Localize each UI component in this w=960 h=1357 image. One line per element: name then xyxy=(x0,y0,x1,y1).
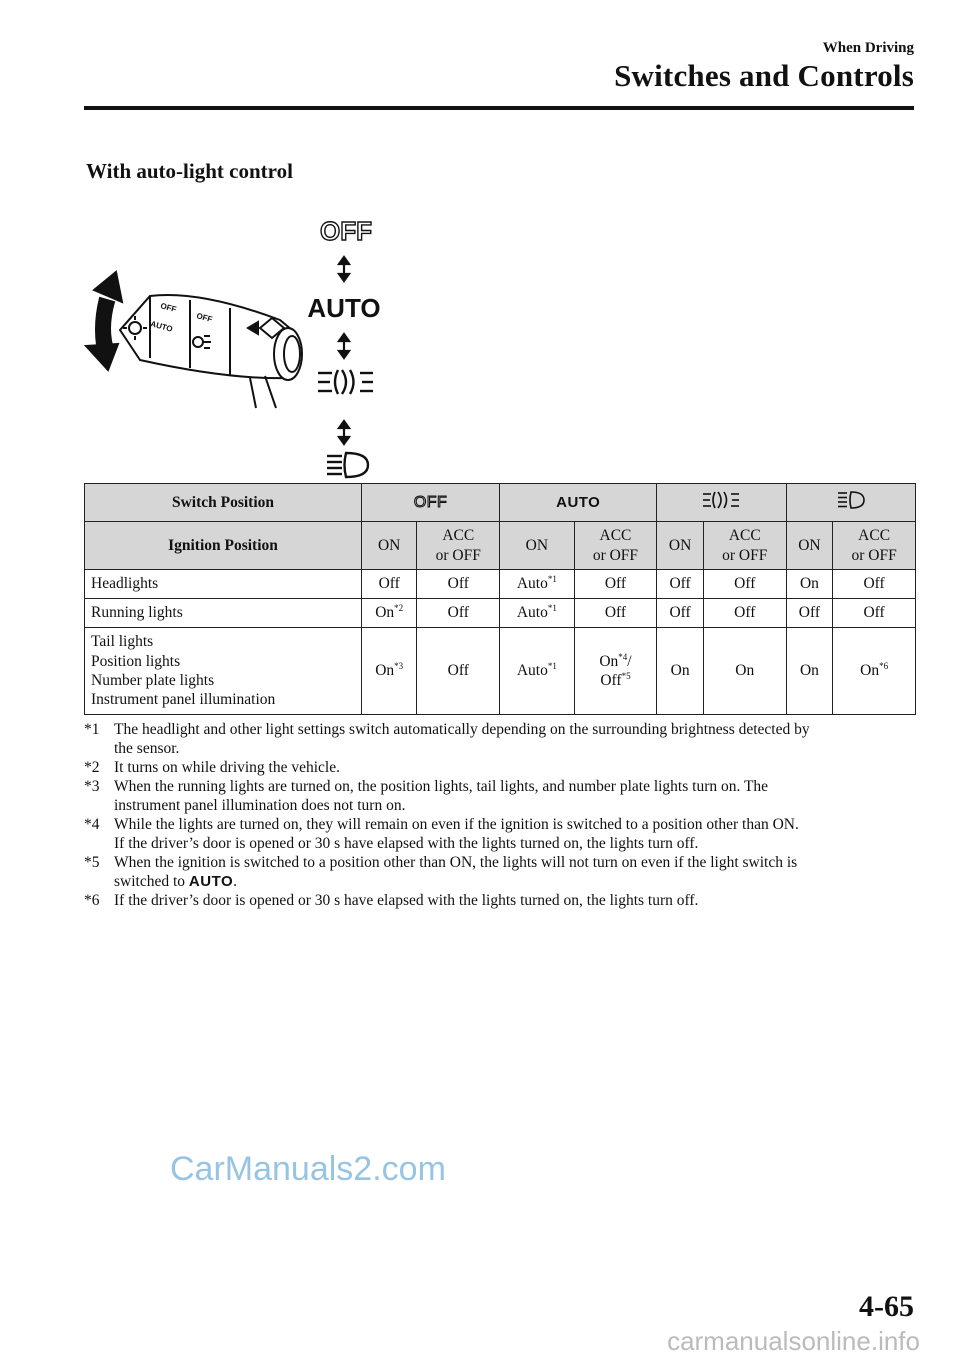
table-cell: Off xyxy=(833,599,916,628)
ignition-position-row xyxy=(85,522,916,570)
switch-off-cell xyxy=(362,484,500,522)
table-cell: Off xyxy=(362,570,417,599)
off-symbol-icon: OFF xyxy=(413,493,448,511)
ignition-position-header: Ignition Position xyxy=(85,522,362,570)
switch-parking-cell xyxy=(657,484,786,522)
table-cell: On xyxy=(657,628,704,715)
sub-heading: With auto-light control xyxy=(86,159,293,183)
table-cell: Off xyxy=(657,599,704,628)
light-status-table xyxy=(84,483,916,715)
auto-symbol-icon: AUTO xyxy=(188,873,234,890)
table-cell: On xyxy=(786,570,833,599)
header-section: When Driving xyxy=(822,40,914,56)
table-cell: On$^{*2}$ xyxy=(362,599,417,628)
site-watermark: carmanualsonline.info xyxy=(667,1326,920,1356)
table-cell: On$^{*4}$/ Off$^{*5}$ xyxy=(574,628,657,715)
stalk-off-label: OFF xyxy=(159,301,178,315)
auto-symbol-icon: AUTO xyxy=(556,493,601,511)
row-label: Headlights xyxy=(85,570,362,599)
headlights-icon xyxy=(327,453,368,477)
switch-stalk-drawing xyxy=(86,272,302,408)
headlights-icon xyxy=(836,491,866,509)
footnote: *2 It turns on while driving the vehicle. xyxy=(84,759,340,776)
table-cell: Off xyxy=(703,599,786,628)
header-rule xyxy=(84,106,914,110)
table-cell: Off xyxy=(574,570,657,599)
table-row xyxy=(85,599,916,628)
header-title: Switches and Controls xyxy=(614,58,914,93)
footnote: *4 While the lights are turned on, they will remain on even if the ignition is switched to a position other than ON. If the driver’s door is opened or 30 s have elapsed with the lights turned on, the lights turn off. xyxy=(84,816,799,852)
switch-position-row xyxy=(85,484,916,522)
position-auto-label: AUTO xyxy=(307,293,381,323)
row-label: Tail lights Position lights Number plate lights Instrument panel illumination xyxy=(85,628,362,715)
light-switch-figure xyxy=(80,210,410,480)
table-cell: Off xyxy=(833,570,916,599)
ignition-cell: ON xyxy=(500,522,574,570)
double-arrow-icon xyxy=(339,421,349,444)
ignition-cell: ACC or OFF xyxy=(703,522,786,570)
footnote: *1 The headlight and other light settings switch automatically depending on the surrounding brightness detected by the sensor. xyxy=(84,721,810,757)
double-arrow-icon xyxy=(339,257,349,281)
table-cell: On xyxy=(786,628,833,715)
watermark: CarManuals2.com xyxy=(170,1150,446,1188)
stalk-off-label-2: OFF xyxy=(195,311,214,325)
table-cell: Auto$^{*1}$ xyxy=(500,599,574,628)
table-cell: On$^{*6}$ xyxy=(833,628,916,715)
ignition-cell: ACC or OFF xyxy=(833,522,916,570)
switch-headlights-cell xyxy=(786,484,915,522)
footnotes xyxy=(84,720,924,910)
table-cell: Off xyxy=(574,599,657,628)
switch-position-header: Switch Position xyxy=(85,484,362,522)
table-cell: Off xyxy=(657,570,704,599)
table-cell: On$^{*3}$ xyxy=(362,628,417,715)
footnote: *6 If the driver’s door is opened or 30 s have elapsed with the lights turned on, the lights turn off. xyxy=(84,892,699,909)
parking-lights-icon xyxy=(318,370,373,394)
switch-auto-cell xyxy=(500,484,657,522)
table-cell: On xyxy=(703,628,786,715)
double-arrow-icon xyxy=(339,334,349,358)
row-label: Running lights xyxy=(85,599,362,628)
table-cell: Auto$^{*1}$ xyxy=(500,628,574,715)
table-cell: Auto$^{*1}$ xyxy=(500,570,574,599)
table-cell: Off xyxy=(703,570,786,599)
table-row xyxy=(85,570,916,599)
ignition-cell: ACC or OFF xyxy=(417,522,500,570)
position-off-label: OFF xyxy=(320,216,372,246)
table-cell: Off xyxy=(417,599,500,628)
ignition-cell: ON xyxy=(786,522,833,570)
ignition-cell: ON xyxy=(657,522,704,570)
footnote: *5 When the ignition is switched to a position other than ON, the lights will not turn on even if the light switch is switched to AUTO. xyxy=(84,854,798,890)
table-cell: Off xyxy=(786,599,833,628)
table-cell: Off xyxy=(417,628,500,715)
footnote: *3 When the running lights are turned on, the position lights, tail lights, and number plate lights turn on. The instrument panel illumination does not turn on. xyxy=(84,778,769,814)
table-cell: Off xyxy=(417,570,500,599)
ignition-cell: ON xyxy=(362,522,417,570)
ignition-cell: ACC or OFF xyxy=(574,522,657,570)
table-row xyxy=(85,628,916,715)
page-number: 4-65 xyxy=(859,1290,914,1323)
stalk-auto-label: AUTO xyxy=(149,319,174,334)
parking-lights-icon xyxy=(701,491,741,509)
